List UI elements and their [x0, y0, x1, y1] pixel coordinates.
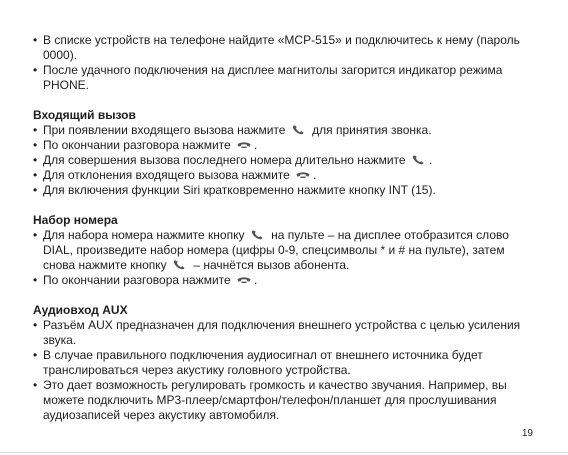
- dialing-item-end-text: По окончании разговора нажмите: [43, 273, 231, 287]
- list-item: [33, 123, 538, 138]
- incoming-item-redial-text-end: .: [428, 153, 433, 167]
- phone-hangup-icon: [236, 274, 252, 285]
- list-item: [33, 378, 538, 423]
- dialing-heading: Набор номера: [33, 213, 118, 227]
- list-item: [33, 183, 538, 198]
- dialing-item-end-text-end: .: [254, 273, 258, 287]
- phone-call-icon: [291, 124, 307, 135]
- incoming-item-redial-text: Для совершения вызова последнего номера длительно нажмите: [43, 153, 406, 167]
- incoming-item-answer-text: При появлении входящего вызова нажмите: [43, 123, 286, 137]
- incoming-call-section: [33, 108, 538, 198]
- list-item: [33, 168, 538, 183]
- bottom-divider: [0, 452, 568, 453]
- list-item: [33, 138, 538, 153]
- dialing-item-dial-text-mid: на пульте – на дисплее отобразится слово DIAL, произведите набор номера (цифры 0-9, спецсимволы * и # на пульте), затем снова нажмите кнопку: [43, 228, 509, 272]
- aux-list: [33, 318, 538, 423]
- aux-section: [33, 303, 538, 423]
- aux-heading: Аудиовход AUX: [33, 303, 128, 317]
- list-item: [33, 318, 538, 348]
- manual-page: [33, 33, 538, 423]
- intro-list: [33, 33, 538, 93]
- page-number: 19: [521, 428, 533, 439]
- phone-hangup-icon: [236, 139, 252, 150]
- list-item: [33, 273, 538, 288]
- incoming-item-reject-text-end: .: [313, 168, 317, 182]
- intro-item-phone-indicator: После удачного подключения на дисплее магнитолы загорится индикатор режима PHONE.: [43, 63, 503, 92]
- list-item: [33, 348, 538, 378]
- incoming-item-end-text: По окончании разговора нажмите: [43, 138, 231, 152]
- list-item: [33, 33, 538, 63]
- dialing-item-dial-text: Для набора номера нажмите кнопку: [43, 228, 245, 242]
- aux-item-signal: В случае правильного подключения аудиосигнал от внешнего источника будет транслироваться через акустику головного устройства.: [43, 348, 483, 377]
- phone-call-icon: [250, 229, 266, 240]
- incoming-item-siri-text: Для включения функции Siri кратковременно нажмите кнопку INT (15).: [43, 183, 436, 197]
- dialing-list: [33, 228, 538, 288]
- aux-item-volume: Это дает возможность регулировать громкость и качество звучания. Например, вы можете подключить MP3-плеер/смартфон/телефон/планшет для прослушивания аудиозаписей через акустику автомобиля.: [43, 378, 507, 422]
- list-item: [33, 153, 538, 168]
- incoming-item-answer-text-end: для принятия звонка.: [312, 123, 432, 137]
- phone-call-icon: [411, 154, 427, 165]
- dialing-item-dial-text-end: – начнётся вызов абонента.: [193, 258, 350, 272]
- dialing-section: [33, 213, 538, 288]
- incoming-call-list: [33, 123, 538, 198]
- intro-item-pairing: В списке устройств на телефоне найдите «MCP-515» и подключитесь к нему (пароль 0000).: [43, 33, 520, 62]
- phone-hangup-icon: [295, 169, 311, 180]
- list-item: [33, 228, 538, 273]
- incoming-item-end-text-end: .: [254, 138, 258, 152]
- phone-call-icon: [172, 259, 188, 270]
- incoming-call-heading: Входящий вызов: [33, 108, 136, 122]
- aux-item-purpose: Разъём AUX предназначен для подключения внешнего устройства с целью усиления звука.: [43, 318, 521, 347]
- list-item: [33, 63, 538, 93]
- incoming-item-reject-text: Для отклонения входящего вызова нажмите: [43, 168, 290, 182]
